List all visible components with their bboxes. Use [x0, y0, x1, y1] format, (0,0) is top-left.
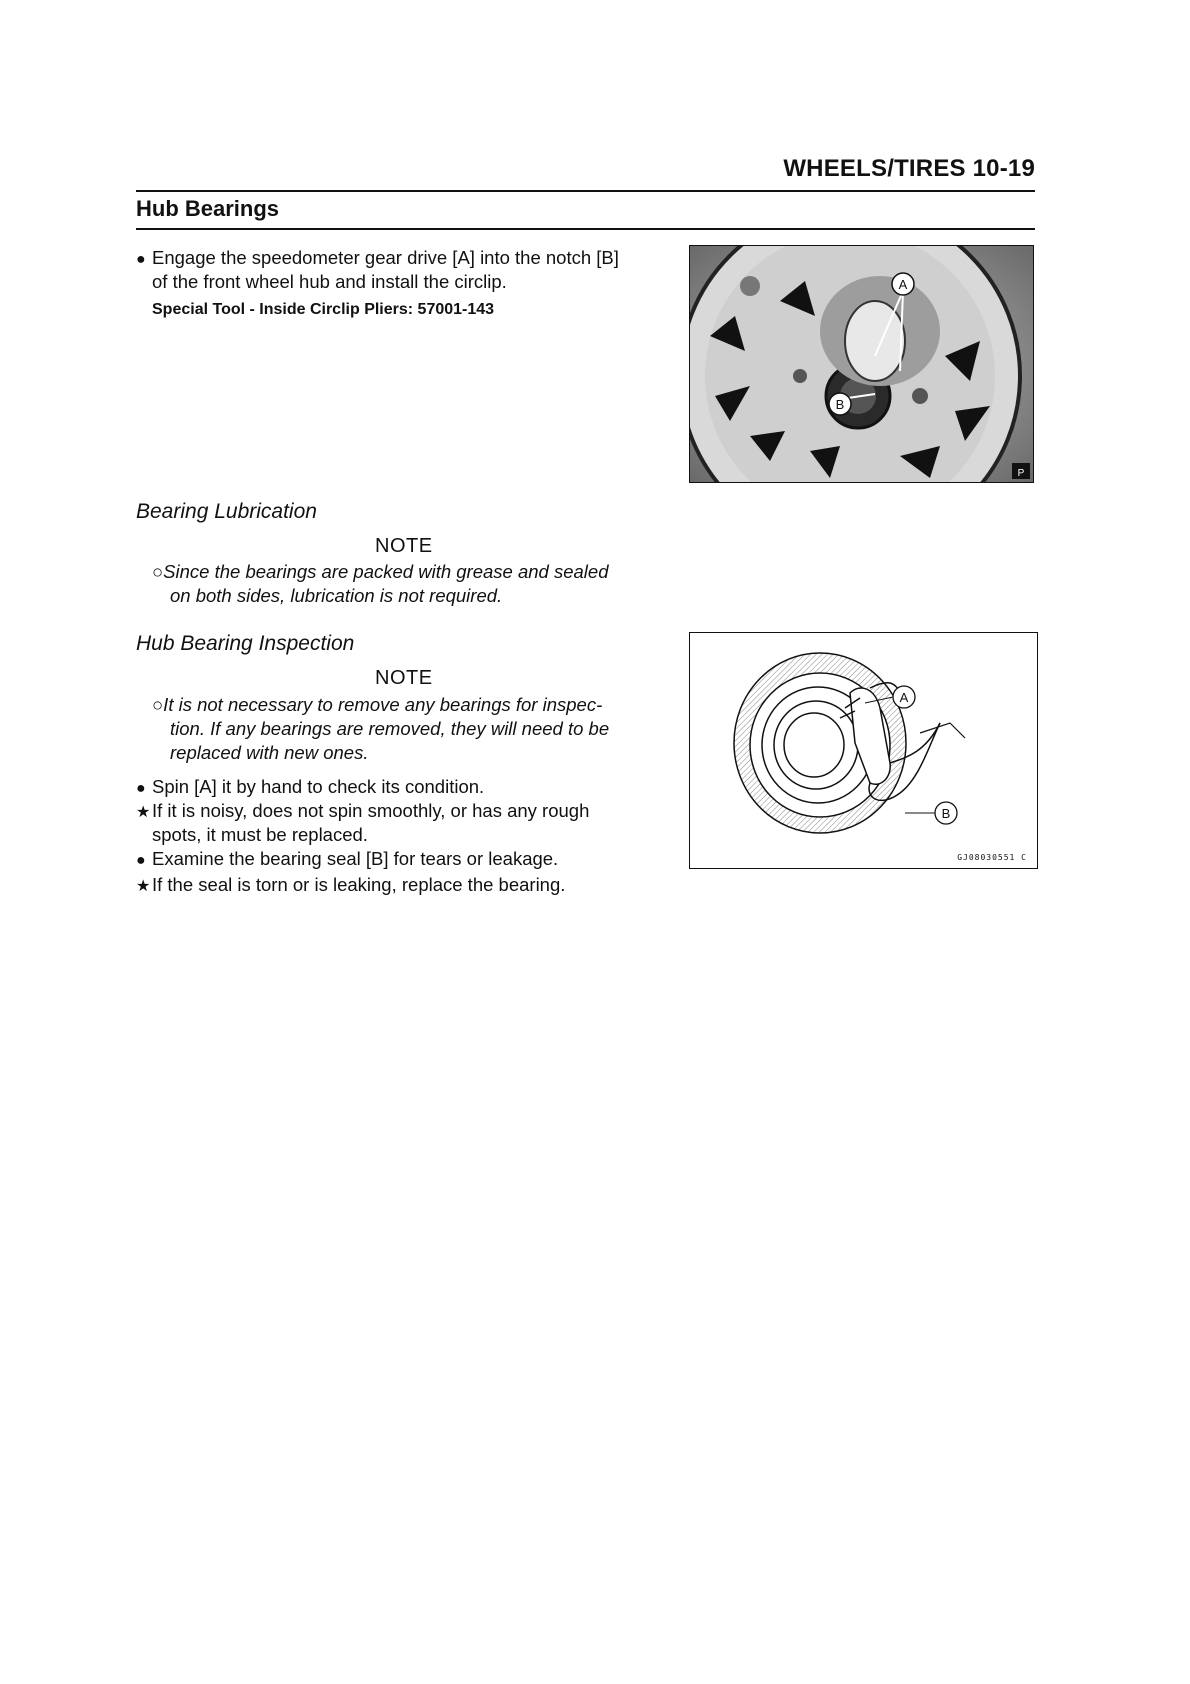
inspection-note-label: NOTE: [375, 667, 433, 689]
inspection-step-text: Examine the bearing seal [B] for tears or leakage.: [152, 848, 559, 869]
inspection-step: [136, 873, 565, 899]
photo-label-b: B: [835, 397, 845, 412]
install-step-text-1: Engage the speedometer gear drive [A] into the notch [B]: [152, 247, 619, 268]
page-header-title: WHEELS/TIRES 10-19: [783, 155, 1035, 182]
special-tool-line: Special Tool - Inside Circlip Pliers: 57001-143: [152, 301, 495, 318]
star-icon: ★: [136, 804, 151, 821]
diagram-label-a: A: [899, 690, 909, 705]
inspection-step-continuation: spots, it must be replaced.: [152, 824, 368, 845]
photo-corner-mark: P: [1017, 468, 1025, 479]
bullet-icon: ●: [136, 251, 146, 268]
bullet-icon: ●: [136, 780, 146, 797]
hub-photo-figure: [689, 245, 1034, 483]
header-rule: [136, 190, 1035, 192]
inspection-step-text: Spin [A] it by hand to check its condition.: [152, 776, 485, 797]
inspection-note-line-3: replaced with new ones.: [170, 742, 369, 763]
photo-label-a: A: [898, 277, 908, 292]
lubrication-note-line-1: ○Since the bearings are packed with grease and sealed: [152, 561, 609, 582]
inspection-step: [136, 847, 558, 873]
figure-code: GJ08030551 C: [957, 853, 1027, 862]
inspection-step: [136, 775, 484, 801]
bearing-diagram-figure: [689, 632, 1038, 869]
bearing-hand-illustration: [690, 633, 1037, 868]
inspection-step: [136, 799, 589, 825]
star-icon: ★: [136, 878, 151, 895]
section-title: Hub Bearings: [136, 196, 280, 221]
inspection-step-text: If it is noisy, does not spin smoothly, or has any rough: [152, 800, 590, 821]
inspection-note-line-2: tion. If any bearings are removed, they will need to be: [170, 718, 610, 739]
install-step-line-1: [136, 246, 619, 272]
install-step-text-2: of the front wheel hub and install the circlip.: [152, 271, 507, 292]
lubrication-note-line-2: on both sides, lubrication is not required.: [170, 585, 503, 606]
inspection-heading: Hub Bearing Inspection: [136, 632, 355, 655]
bullet-icon: ●: [136, 852, 146, 869]
inspection-step-text: If the seal is torn or is leaking, replace the bearing.: [152, 874, 566, 895]
hub-photo-illustration: [690, 246, 1033, 482]
section-rule: [136, 228, 1035, 230]
inspection-note-line-1: ○It is not necessary to remove any bearings for inspec-: [152, 694, 603, 715]
diagram-label-b: B: [941, 806, 951, 821]
lubrication-note-label: NOTE: [375, 535, 433, 557]
lubrication-heading: Bearing Lubrication: [136, 500, 317, 523]
